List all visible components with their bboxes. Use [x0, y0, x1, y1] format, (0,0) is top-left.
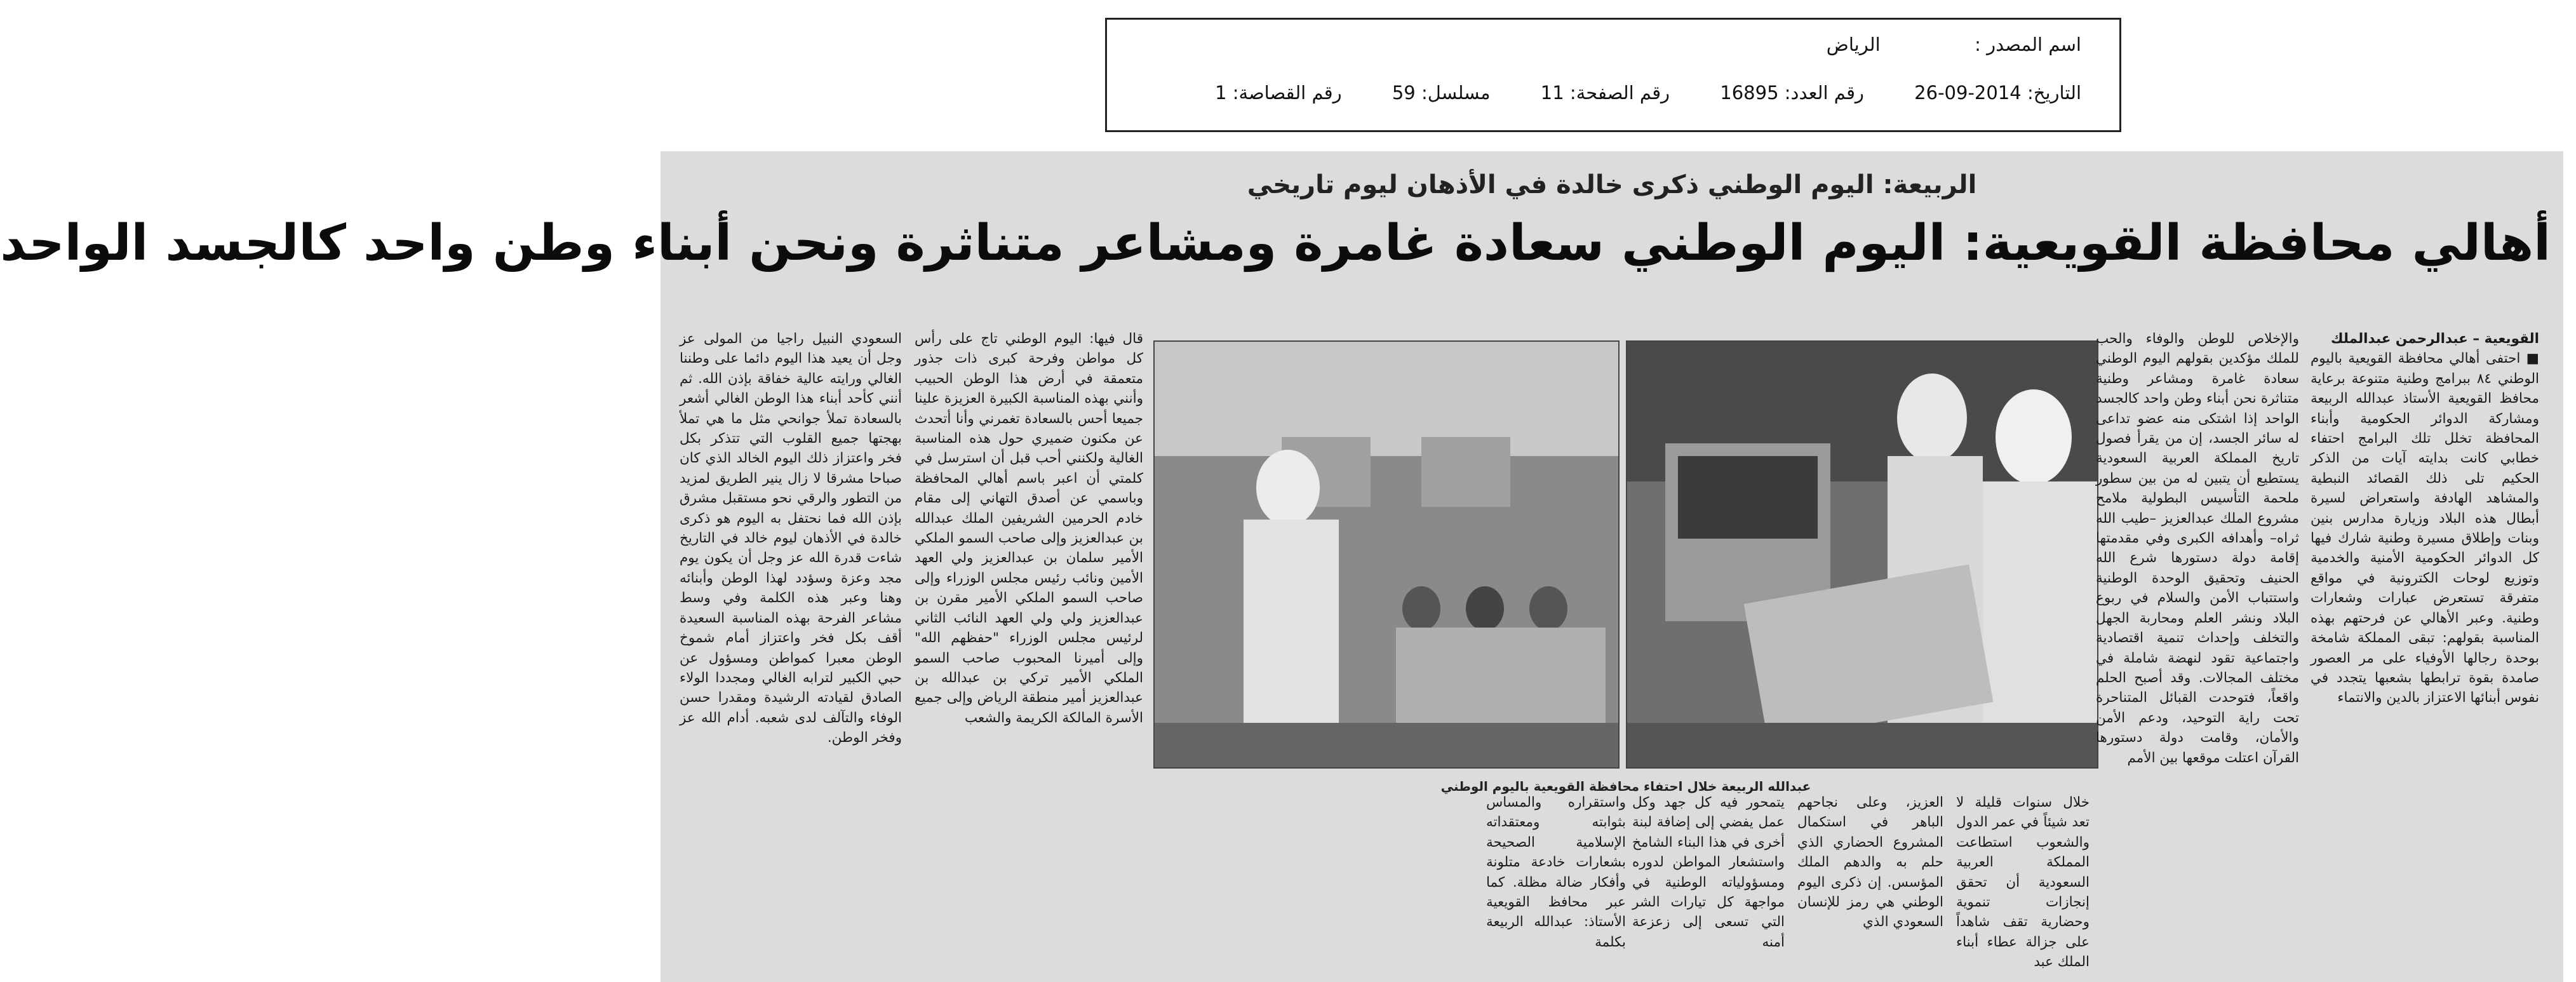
column-6-text: واستقراره والمساس بثوابته ومعتقداته الإسلامية الصحيحة بشعارات خادعة متلونة وأفكار ضالة مظلة. كما عبر محافظ القويعية الأستاذ: عبدالله الربيعة بكلمة	[1486, 795, 1626, 950]
date-value: 2014-09-26	[1914, 82, 2022, 104]
photo-caption: عبدالله الربيعة خلال احتفاء محافظة القويعية باليوم الوطني	[1440, 779, 1811, 794]
article-column-5	[1632, 793, 1785, 971]
column-2-text: والإخلاص للوطن والوفاء والحب للملك مؤكدين بقولهم اليوم الوطني سعادة غامرة ومشاعر وطنية متناثرة نحن أبناء وطن واحد كالجسد الواحد إذا اشتكى منه عضو تداعى له سائر الجسد، إن من يقرأ فصول تاريخ المملكة العربية السعودية يستطيع أن يتبين له من بين سطور ملحمة التأسيس البطولية ملامح مشروع الملك عبدالعزيز –طيب الله ثراه– وأهدافه الكبرى وفي مقدمتها إقامة دولة دستورها شرع الله الحنيف وتحقيق الوحدة الوطنية واستتباب الأمن والسلام في ربوع البلاد ونشر العلم ومحاربة الجهل والتخلف وإحداث تنمية اقتصادية واجتماعية تقود لنهضة شاملة في مختلف المجالات. وقد أصبح الحلم واقعاً، فتوحدت القبائل المتناحرة تحت راية التوحيد، ودعم الأمن والأمان، وقامت دولة دستورها القرآن اعتلت موقعها بين الأمم	[2096, 331, 2299, 766]
article-headline: أهالي محافظة القويعية: اليوم الوطني سعادة غامرة ومشاعر متناثرة ونحن أبناء وطن واحد كالجسد الواحد	[0, 215, 2551, 272]
issue-value: 16895	[1720, 82, 1779, 104]
column-3-text: خلال سنوات قليلة لا تعد شيئاً في عمر الدول والشعوب استطاعت المملكة العربية السعودية أن تحقق إنجازات تنموية وحضارية تقف شاهداً على جزالة عطاء أبناء الملك عبد	[1956, 795, 2090, 971]
serial-value: 59	[1392, 82, 1416, 104]
article-column-6	[1486, 793, 1626, 971]
column-7-text: قال فيها: اليوم الوطني تاج على رأس كل مواطن وفرحة كبرى ذات جذور متعمقة في أرض هذا الوطن الحبيب وأنني بهذه المناسبة الكبيرة العزيزة علينا جميعا أحس بالسعادة تغمرني وأنا أتحدث عن مكنون ضميري حول هذه المناسبة الغالية ولكنني أحب قبل أن استرسل في كلمتي أن اعبر باسم أهالي المحافظة وباسمي عن أصدق التهاني إلى مقام خادم الحرمين الشريفين الملك عبدالله بن عبدالعزيز وإلى صاحب السمو الملكي الأمير سلمان بن عبدالعزيز ولي العهد الأمين ونائب رئيس مجلس الوزراء وإلى صاحب السمو الملكي الأمير مقرن بن عبدالعزيز ولي ولي العهد النائب الثاني لرئيس مجلس الوزراء "حفظهم الله" وإلى أميرنا المحبوب صاحب السمو الملكي الأمير تركي بن عبدالله بن عبدالعزيز أمير منطقة الرياض وإلى جميع الأسرة المالكة الكريمة والشعب	[915, 331, 1143, 726]
newspaper-clipping	[0, 151, 2563, 982]
article-column-7	[915, 329, 1143, 964]
article-byline: القويعية – عبدالرحمن عبدالملك	[2330, 331, 2539, 347]
article-column-8	[680, 329, 902, 964]
column-8-text: السعودي النبيل راجيا من المولى عز وجل أن يعيد هذا اليوم دائما على وطننا الغالي ورايته عالية خفاقة بإذن الله. ثم أنني كأحد أبناء هذا الوطن الغالي أشعر بالسعادة تملأ جوانحي مثل ما هي تملأ بهجتها جميع القلوب التي تتذكر بكل فخر واعتزاز ذلك اليوم الخالد الذي كان صباحا مشرقا لا زال ينير الطريق لمزيد من التطور والرقي نحو مستقبل مشرق بإذن الله فما نحتفل به اليوم هو ذكرى خالدة في الأذهان ليوم خالد في التاريخ شاءت قدرة الله عز وجل أن يكون يوم مجد وعزة وسؤدد لهذا الوطن وأبنائه وهنا وعبر هذه الكلمة وفي وسط مشاعر الفرحة بهذه المناسبة السعيدة أقف بكل فخر واعتزاز أمام شموخ الوطن معبرا كمواطن ومسؤول عن حبي الكبير لترابه الغالي ومجددا الولاء الصادق لقيادته الرشيدة ومقدرا حسن الوفاء والتآلف لدى شعبه. أدام الله عز وفخر الوطن.	[680, 331, 902, 746]
column-1-text: ■ احتفى أهالي محافظة القويعية باليوم الوطني ٨٤ ببرامج وطنية متنوعة برعاية محافظ القويعية الأستاذ عبدالله الربيعة ومشاركة الدوائر الحكومية وأبناء المحافظة تخلل تلك البرامج احتفاء خطابي كانت بدايته آيات من الذكر الحكيم تلى ذلك القصائد النبطية والمشاهد الهادفة واستعراض لسيرة أبطال هذه البلاد وزيارة مدارس بنين وبنات وإطلاق مسيرة وطنية شارك فيها كل الدوائر الحكومية الأمنية والخدمية وتوزيع لوحات الكترونية في مواقع متفرقة تستعرض عبارات وشعارات وطنية. وعبر الأهالي عن فرحتهم بهذه المناسبة بقولهم: تبقى المملكة شامخة بوحدة رجالها الأوفياء على مر العصور صامدة بقوة ترابطها بشعبها يتجدد في نفوس أبنائها الاعتزاز بالدين والانتماء	[2311, 351, 2539, 706]
clip-label: رقم القصاصة:	[1232, 82, 1342, 104]
article-photo-left	[1153, 340, 1620, 769]
column-4-text: العزيز، وعلى نجاحهم الباهر في استكمال المشروع الحضاري الذي حلم به والدهم الملك المؤسس. إن ذكرى اليوم الوطني هي رمز للإنسان السعودي الذي	[1797, 795, 1943, 931]
article-column-4	[1797, 793, 1943, 971]
article-photo-right	[1626, 340, 2098, 769]
article-column-1	[2311, 329, 2539, 964]
source-row	[1827, 34, 2081, 55]
issue-label: رقم العدد:	[1784, 82, 1864, 104]
article-kicker: الربيعة: اليوم الوطني ذكرى خالدة في الأذهان ليوم تاريخي	[1247, 170, 1977, 199]
clipping-metadata-box	[1105, 18, 2121, 132]
serial-label: مسلسل:	[1421, 82, 1491, 104]
source-value: الرياض	[1826, 34, 1881, 55]
article-column-2	[2096, 329, 2299, 964]
column-5-text: يتمحور فيه كل جهد وكل عمل يفضي إلى إضافة لبنة أخرى في هذا البناء الشامخ واستشعار المواطن لدوره ومسؤولياته الوطنية في مواجهة كل تيارات الشر التي تسعى إلى زعزعة أمنه	[1632, 795, 1785, 950]
date-label: التاريخ:	[2027, 82, 2081, 104]
article-column-3	[1956, 793, 2090, 971]
clip-value: 1	[1215, 82, 1227, 104]
source-label: اسم المصدر :	[1975, 34, 2081, 55]
page-value: 11	[1540, 82, 1564, 104]
page-label: رقم الصفحة:	[1569, 82, 1670, 104]
details-row	[1215, 82, 2081, 104]
